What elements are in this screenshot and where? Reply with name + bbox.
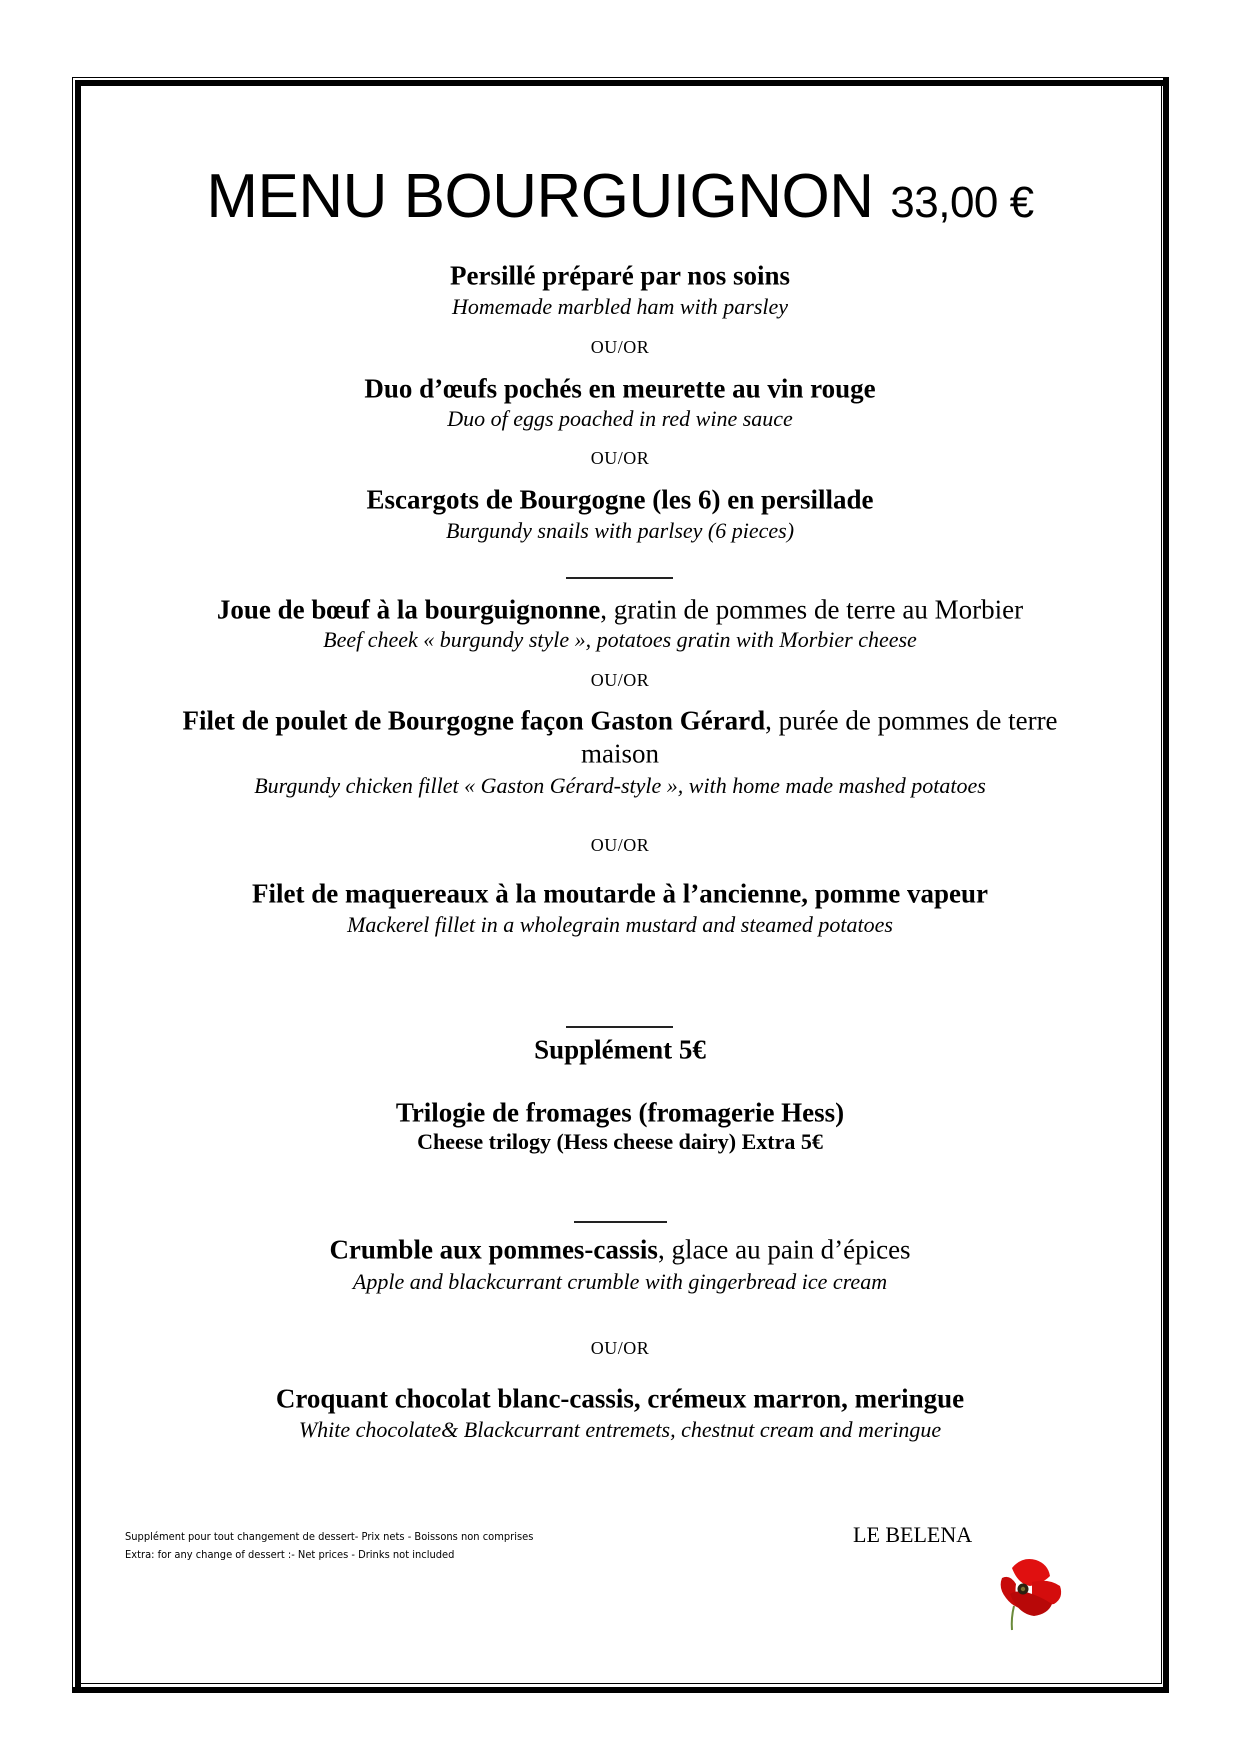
main-2-fr: [90, 705, 1150, 736]
menu-price: 33,00 €: [890, 178, 1034, 227]
main-2-fr-rest: , purée de pommes de terre: [765, 705, 1058, 736]
section-divider: [566, 1026, 673, 1028]
main-2-fr-wrap: maison: [581, 738, 659, 769]
or-separator: OU/OR: [590, 448, 650, 468]
poppy-center-highlight: [1021, 1587, 1025, 1591]
or-separator: OU/OR: [590, 835, 650, 855]
or-separator: OU/OR: [590, 670, 650, 690]
starter-3-fr: Escargots de Bourgogne (les 6) en persillade: [366, 484, 874, 515]
cheese-fr: Trilogie de fromages (fromagerie Hess): [395, 1097, 845, 1128]
main-3-fr: Filet de maquereaux à la moutarde à l’ancienne, pomme vapeur: [252, 878, 988, 909]
or-separator: OU/OR: [590, 1338, 650, 1358]
starter-2-fr: Duo d’œufs pochés en meurette au vin rouge: [364, 373, 876, 404]
starter-1-en: Homemade marbled ham with parsley: [451, 294, 789, 319]
footer-note-fr: Supplément pour tout changement de dessert- Prix nets - Boissons non comprises: [125, 1530, 534, 1543]
main-3-en: Mackerel fillet in a wholegrain mustard and steamed potatoes: [347, 912, 893, 937]
dessert-2-fr: Croquant chocolat blanc-cassis, crémeux marron, meringue: [275, 1383, 965, 1414]
starter-3-en: Burgundy snails with parlsey (6 pieces): [445, 518, 795, 543]
main-1-fr-rest: , gratin de pommes de terre au Morbier: [600, 594, 1024, 625]
main-2-fr-bold: Filet de poulet de Bourgogne façon Gaston Gérard: [182, 705, 766, 736]
cheese-en: Cheese trilogy (Hess cheese dairy) Extra 5€: [417, 1129, 823, 1154]
main-1-en: Beef cheek « burgundy style », potatoes gratin with Morbier cheese: [323, 627, 917, 652]
starter-1-fr: Persillé préparé par nos soins: [450, 260, 790, 291]
poppy-flower-icon: [992, 1554, 1072, 1634]
or-separator: OU/OR: [590, 337, 650, 357]
main-1-fr: [90, 594, 1150, 625]
main-2-en: Burgundy chicken fillet « Gaston Gérard-style », with home made mashed potatoes: [254, 773, 986, 798]
cheese-supplement-heading: Supplément 5€: [534, 1034, 706, 1065]
poppy-stem: [1012, 1606, 1014, 1630]
dessert-2-en: White chocolate& Blackcurrant entremets, chestnut cream and meringue: [298, 1417, 942, 1442]
main-1-fr-bold: Joue de bœuf à la bourguignonne: [216, 594, 601, 625]
menu-title: [90, 162, 1150, 231]
dessert-1-en: Apple and blackcurrant crumble with gingerbread ice cream: [352, 1269, 888, 1294]
section-divider: [566, 577, 673, 579]
dessert-1-fr-bold: Crumble aux pommes-cassis: [329, 1234, 658, 1265]
restaurant-name: LE BELENA: [853, 1522, 973, 1547]
dessert-1-fr-rest: , glace au pain d’épices: [657, 1234, 911, 1265]
starter-2-en: Duo of eggs poached in red wine sauce: [447, 406, 793, 431]
menu-title-name: MENU BOURGUIGNON: [206, 162, 874, 231]
dessert-1-fr: [90, 1234, 1150, 1265]
footer-note-en: Extra: for any change of dessert :- Net prices - Drinks not included: [125, 1548, 455, 1561]
section-divider: [574, 1221, 667, 1223]
